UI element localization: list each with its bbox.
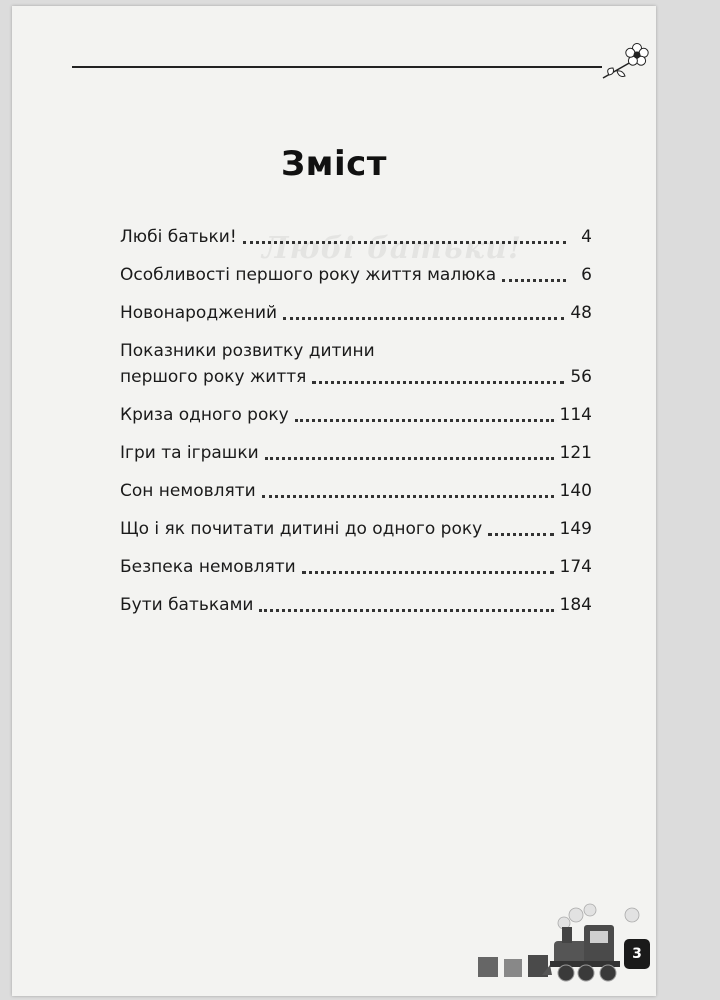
- toc-entry-page: 4: [581, 227, 592, 247]
- toc-leader-dots: [259, 609, 553, 612]
- toc-entry-page: 149: [559, 519, 592, 539]
- flower-branch-icon: [597, 38, 653, 88]
- toc-entry-page: 6: [581, 265, 592, 285]
- toc-leader-dots: [502, 279, 566, 282]
- toc-entry-page: 121: [559, 443, 592, 463]
- page-number-badge: 3: [624, 939, 650, 969]
- header-rule: [72, 66, 602, 68]
- toc-entry: [120, 440, 592, 466]
- book-page: [12, 6, 656, 996]
- toc-entry-label: першого року життя: [120, 367, 307, 387]
- toc-entry-page: 56: [570, 367, 592, 387]
- toc-leader-dots: [265, 457, 554, 460]
- toc-entry-page: 140: [559, 481, 592, 501]
- toc-entry-page: 48: [570, 303, 592, 323]
- toc-entry: [120, 554, 592, 580]
- toc-entry: [120, 478, 592, 504]
- toc-entry: [120, 516, 592, 542]
- toc-entry-label: Що і як почитати дитині до одного року: [120, 519, 483, 539]
- toc-entry-label-line1: Показники розвитку дитини: [120, 341, 375, 361]
- toc-entry-page: 114: [559, 405, 592, 425]
- toc-leader-dots: [262, 495, 554, 498]
- toc-entry: [120, 300, 592, 326]
- toc-entry-label: Ігри та іграшки: [120, 443, 259, 463]
- toc-leader-dots: [302, 571, 554, 574]
- toc-entry-page: 174: [559, 557, 592, 577]
- show-through-heading: Любі батьки!: [262, 231, 522, 266]
- toc-leader-dots: [312, 381, 564, 384]
- toc-leader-dots: [283, 317, 564, 320]
- toc-entry: [120, 592, 592, 618]
- table-of-contents: [120, 224, 592, 618]
- toc-entry-label: Бути батьками: [120, 595, 254, 615]
- toc-leader-dots: [295, 419, 554, 422]
- toc-entry-label: Сон немовляти: [120, 481, 256, 501]
- toc-entry-label: Новонароджений: [120, 303, 278, 323]
- toc-leader-dots: [243, 241, 566, 244]
- toc-entry-label: Особливості першого року життя малюка: [120, 265, 497, 285]
- toc-entry-page: 184: [559, 595, 592, 615]
- toc-entry: [120, 262, 592, 288]
- toc-entry-line2: [120, 364, 592, 390]
- toc-entry-label: Безпека немовляти: [120, 557, 296, 577]
- toc-entry: [120, 402, 592, 428]
- page-title: Зміст: [281, 144, 387, 184]
- toc-entry-label: Криза одного року: [120, 405, 289, 425]
- toc-entry-label: Любі батьки!: [120, 227, 237, 247]
- toc-entry: [120, 224, 592, 250]
- toc-leader-dots: [488, 533, 553, 536]
- toc-entry: [120, 338, 592, 390]
